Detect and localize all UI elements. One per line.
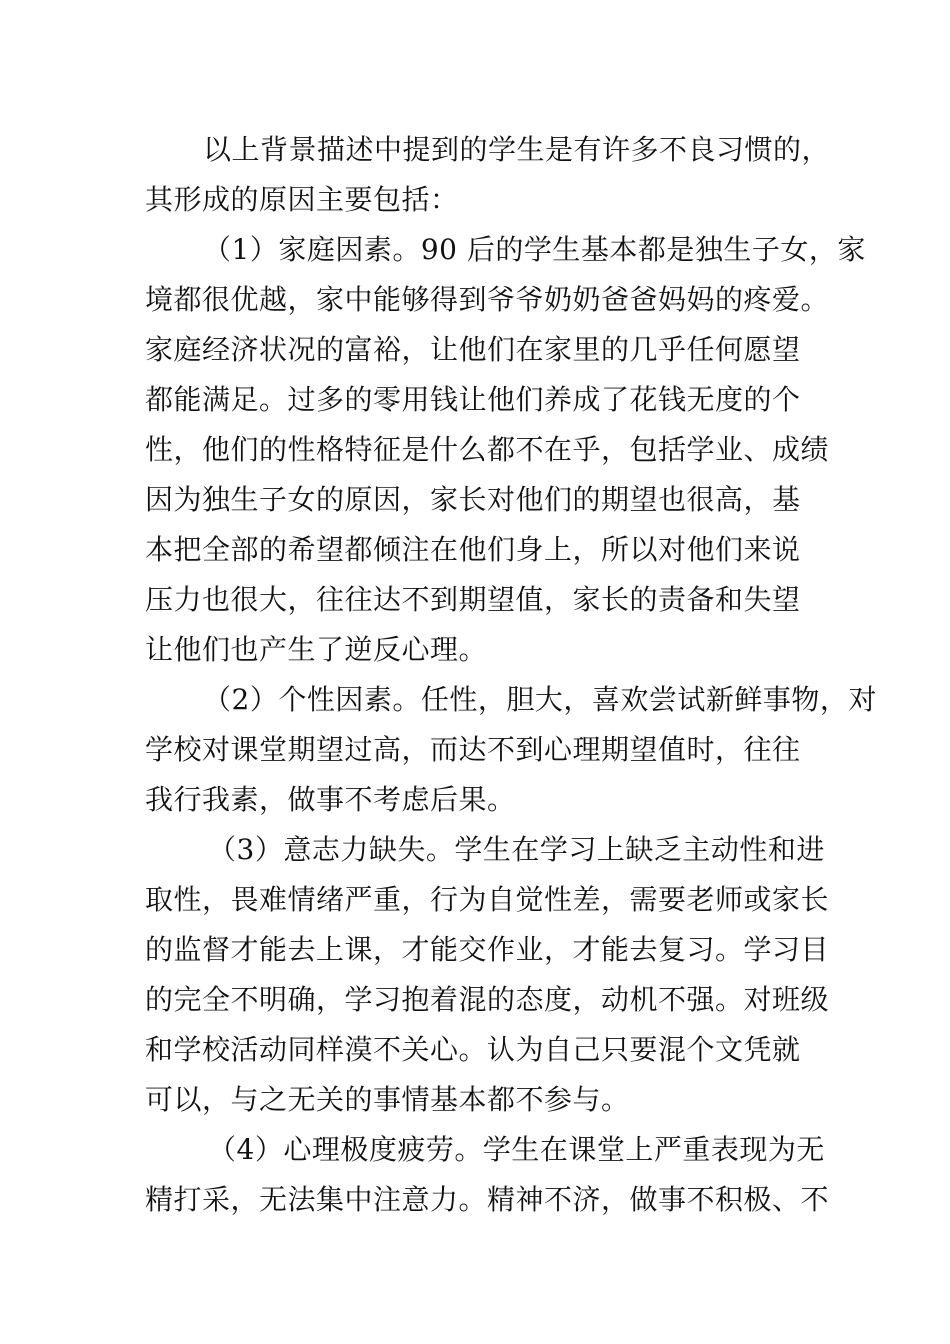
paragraph-personality-line-3: 我行我素，做事不考虑后果。 <box>145 783 516 816</box>
paragraph-fatigue-line-2: 精打采，无法集中注意力。精神不济，做事不积极、不 <box>145 1183 830 1216</box>
paragraph-family-line-6: 因为独生子女的原因，家长对他们的期望也很高，基 <box>145 483 801 516</box>
paragraph-willpower-line-4: 的完全不明确，学习抱着混的态度，动机不强。对班级 <box>145 983 830 1016</box>
paragraph-personality-line-2: 学校对课堂期望过高，而达不到心理期望值时，往往 <box>145 733 801 766</box>
paragraph-family-line-9: 让他们也产生了逆反心理。 <box>145 633 488 666</box>
paragraph-willpower-line-1: （3）意志力缺失。学生在学习上缺乏主动性和进 <box>208 833 825 866</box>
paragraph-intro-line-1: 以上背景描述中提到的学生是有许多不良习惯的， <box>203 133 831 166</box>
paragraph-family-line-3: 家庭经济状况的富裕，让他们在家里的几乎任何愿望 <box>145 333 801 366</box>
paragraph-willpower-line-5: 和学校活动同样漠不关心。认为自己只要混个文凭就 <box>145 1033 801 1066</box>
paragraph-fatigue-line-1: （4）心理极度疲劳。学生在课堂上严重表现为无 <box>208 1133 825 1166</box>
paragraph-willpower-line-2: 取性，畏难情绪严重，行为自觉性差，需要老师或家长 <box>145 883 830 916</box>
paragraph-willpower-line-3: 的监督才能去上课，才能交作业，才能去复习。学习目 <box>145 933 830 966</box>
paragraph-family-line-4: 都能满足。过多的零用钱让他们养成了花钱无度的个 <box>145 383 801 416</box>
paragraph-family-line-5: 性，他们的性格特征是什么都不在乎，包括学业、成绩 <box>145 433 830 466</box>
paragraph-family-line-2: 境都很优越，家中能够得到爷爷奶奶爸爸妈妈的疼爱。 <box>145 283 830 316</box>
paragraph-family-line-1: （1）家庭因素。90 后的学生基本都是独生子女，家 <box>203 233 866 266</box>
paragraph-personality-line-1: （2）个性因素。任性，胆大，喜欢尝试新鲜事物，对 <box>203 683 877 716</box>
paragraph-family-line-8: 压力也很大，往往达不到期望值，家长的责备和失望 <box>145 583 801 616</box>
paragraph-willpower-line-6: 可以，与之无关的事情基本都不参与。 <box>145 1083 630 1116</box>
paragraph-family-line-7: 本把全部的希望都倾注在他们身上，所以对他们来说 <box>145 533 801 566</box>
paragraph-intro-line-2: 其形成的原因主要包括： <box>145 183 459 216</box>
